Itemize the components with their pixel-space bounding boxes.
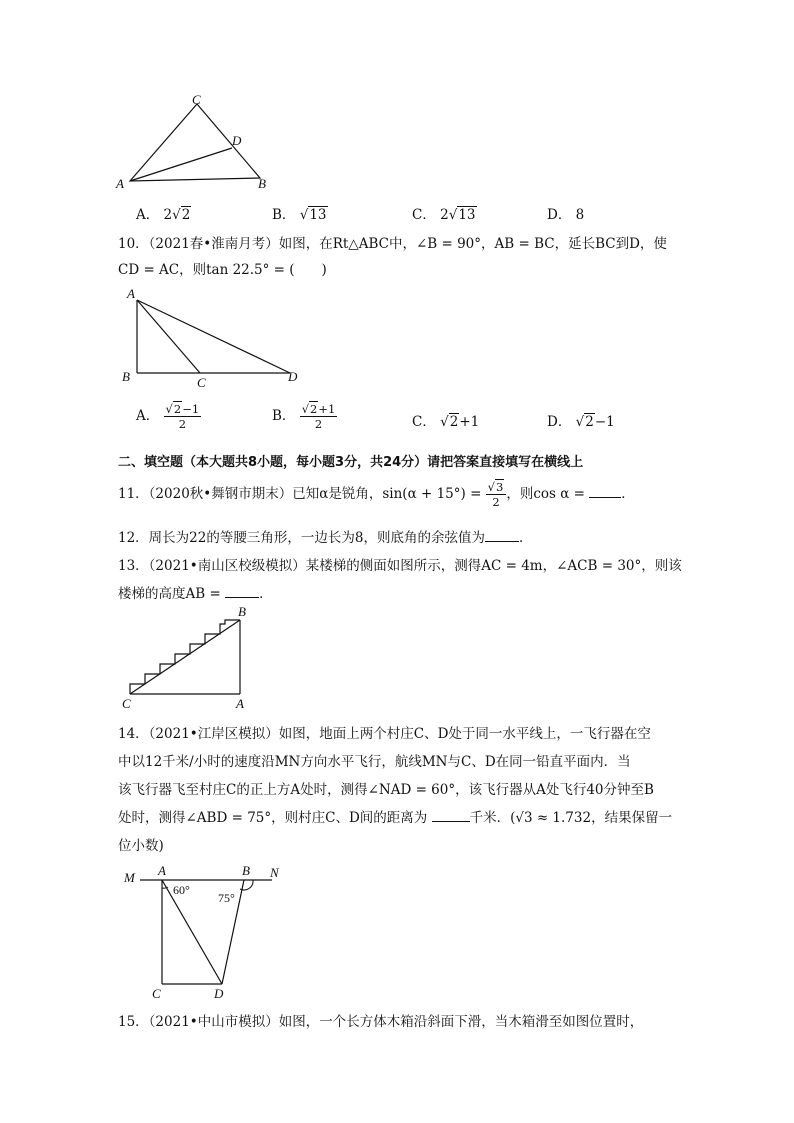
section-heading: 二、填空题（本大题共8小题，每小题3分，共24分）请把答案直接填写在横线上 (118, 455, 584, 470)
label-c: C (122, 696, 131, 710)
label-d: D (214, 986, 224, 1001)
q15-line1: 15．（2021•中山市模拟）如图，一个长方体木箱沿斜面下滑，当木箱滑至如图位置时， (118, 1014, 644, 1030)
label-a: A (116, 176, 124, 191)
label-d: D (288, 369, 298, 384)
q9-option-c: C． 2√13 (412, 207, 476, 223)
label-m: M (124, 870, 135, 885)
answer-blank[interactable] (432, 820, 470, 822)
label-d: D (232, 133, 242, 148)
q14-line1: 14．（2021•江岸区模拟）如图，地面上两个村庄C、D处于同一水平线上，一飞行器在空 (118, 726, 651, 742)
label-b: B (242, 863, 250, 878)
q10-option-b: B． $\frac{√2+1}{2}$ (272, 402, 336, 431)
q13-line1: 13．（2021•南山区校级模拟）某楼梯的侧面如图所示，测得AC = 4m，∠ACB = 30°，则该 (118, 558, 682, 574)
q12-line: 12．周长为22的等腰三角形，一边长为8，则底角的余弦值为 ． (118, 530, 533, 546)
figure-staircase (118, 604, 268, 710)
answer-blank[interactable] (589, 496, 621, 498)
label-c: C (152, 986, 161, 1001)
angle-60: 60° (173, 883, 190, 897)
figure-triangle-abcd (112, 92, 282, 192)
label-n: N (270, 865, 279, 880)
figure-aircraft (118, 862, 298, 1002)
label-b: B (122, 369, 130, 384)
label-a: A (127, 286, 135, 301)
q14-line5: 位小数) (118, 838, 164, 854)
q10-line2: CD = AC，则tan 22.5° = ( ) (118, 262, 327, 278)
q13-line2: 楼梯的高度AB = ． (118, 586, 273, 602)
q10-line1: 10．（2021春•淮南月考）如图，在Rt△ABC中，∠B = 90°，AB = BC，延长BC到D，使 (118, 236, 667, 252)
angle-75: 75° (218, 891, 235, 905)
answer-blank[interactable] (485, 540, 519, 542)
q14-line3: 该飞行器飞至村庄C的正上方A处时，测得∠NAD = 60°，该飞行器从A处飞行40分钟至B (118, 782, 654, 798)
q9-option-b: B． √13 (272, 207, 327, 223)
q9-option-a: A． 2√2 (136, 207, 191, 223)
q10-option-a: A． $\frac{√2-1}{2}$ (136, 402, 200, 431)
answer-blank[interactable] (225, 596, 259, 598)
q10-option-c: C． √2+1 (412, 414, 480, 430)
q14-line4: 处时，测得∠ABD = 75°，则村庄C、D间的距离为 千米．(√3 ≈ 1.732，结果保留一 (118, 810, 673, 826)
label-c: C (192, 92, 201, 107)
q11-line: 11．（2020秋•舞钢市期末）已知α是锐角，sin(α + 15°) = $\frac{√3}{2}$ ，则cos α = ． (118, 480, 635, 509)
q14-line2: 中以12千米/小时的速度沿MN方向水平飞行，航线MN与C、D在同一铅直平面内．当 (118, 754, 631, 770)
q9-option-d: D． 8 (547, 207, 585, 223)
label-b: B (258, 176, 266, 191)
label-a: A (236, 696, 244, 710)
label-b: B (238, 604, 246, 619)
figure-q10-triangle (118, 284, 318, 394)
q10-option-d: D． √2−1 (547, 414, 615, 430)
label-c: C (197, 375, 206, 390)
label-a: A (158, 863, 166, 878)
